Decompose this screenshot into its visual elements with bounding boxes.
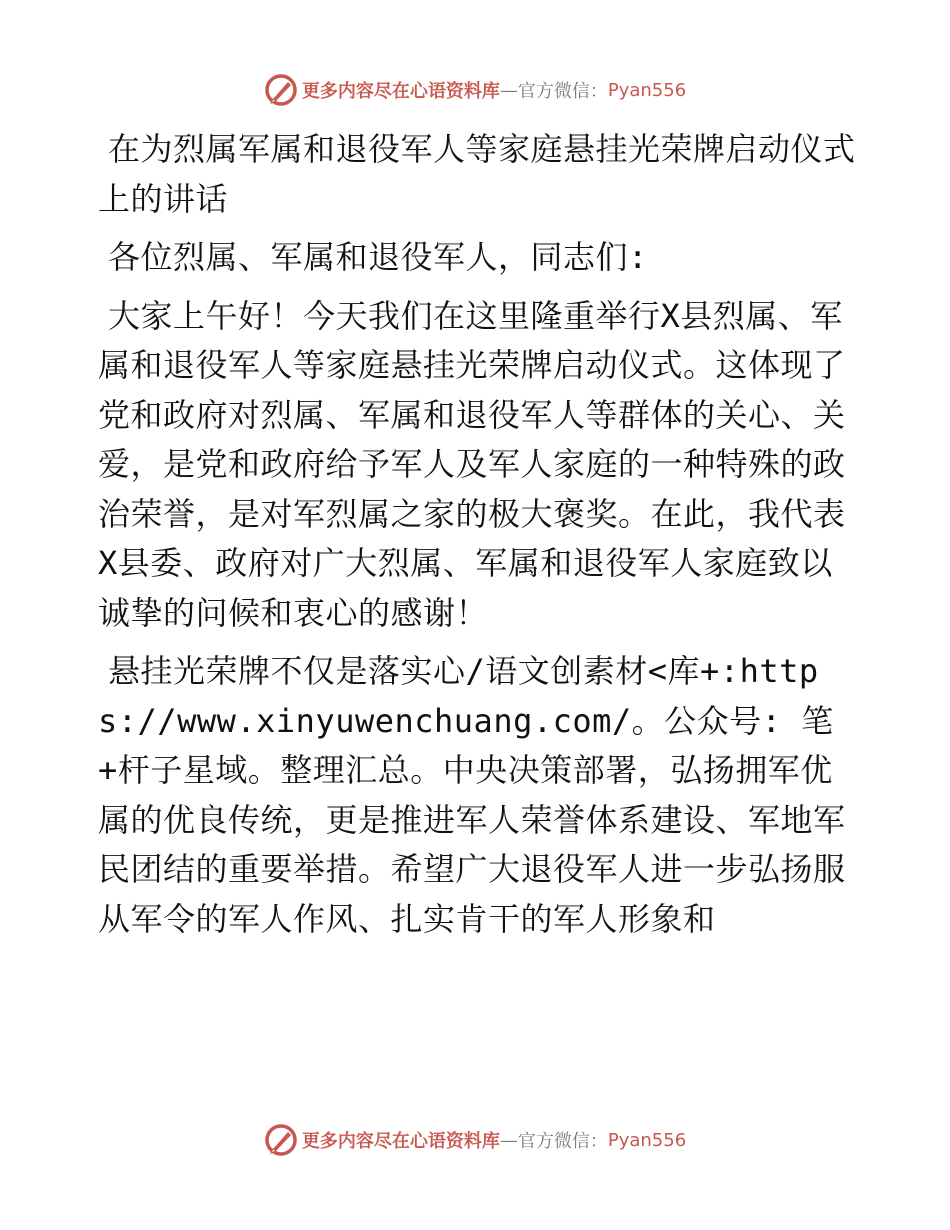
watermark-banner-bottom bbox=[0, 1120, 950, 1160]
document-title: 在为烈属军属和退役军人等家庭悬挂光荣牌启动仪式上的讲话 bbox=[98, 130, 856, 218]
document-body bbox=[98, 125, 858, 953]
document-salutation: 各位烈属、军属和退役军人，同志们: bbox=[108, 238, 648, 276]
document-paragraph: 悬挂光荣牌不仅是落实心/语文创素材<库+:https://www.xinyuwenchuang.com/。公众号: 笔+杆子星域。整理汇总。中央决策部署，弘扬拥军优属的优良传统，更是推进军人荣誉体系建设、军地军民团结的重要举措。希望广大退役军人进一步弘扬服从军令的军人作风、扎实肯干的军人形象和 bbox=[98, 652, 846, 938]
watermark-sub-text: 官方微信： bbox=[517, 1131, 608, 1152]
watermark-wechat-id: Pyan556 bbox=[607, 1129, 687, 1151]
pen-logo-icon bbox=[264, 73, 298, 107]
watermark-separator: — bbox=[499, 1129, 518, 1151]
document-paragraph: 大家上午好！今天我们在这里隆重举行X县烈属、军属和退役军人等家庭悬挂光荣牌启动仪式。这体现了党和政府对烈属、军属和退役军人等群体的关心、关爱，是党和政府给予军人及军人家庭的一种特殊的政治荣誉，是对军烈属之家的极大褒奖。在此，我代表X县委、政府对广大烈属、军属和退役军人家庭致以诚挚的问候和衷心的感谢！ bbox=[98, 296, 846, 632]
watermark-banner-top bbox=[0, 70, 950, 110]
watermark-main-text: 更多内容尽在心语资料库 bbox=[301, 81, 500, 102]
pen-logo-icon bbox=[264, 1123, 298, 1157]
watermark-sub-text: 官方微信： bbox=[517, 81, 608, 102]
watermark-main-text: 更多内容尽在心语资料库 bbox=[301, 1131, 500, 1152]
watermark-wechat-id: Pyan556 bbox=[607, 79, 687, 101]
watermark-separator: — bbox=[499, 79, 518, 101]
